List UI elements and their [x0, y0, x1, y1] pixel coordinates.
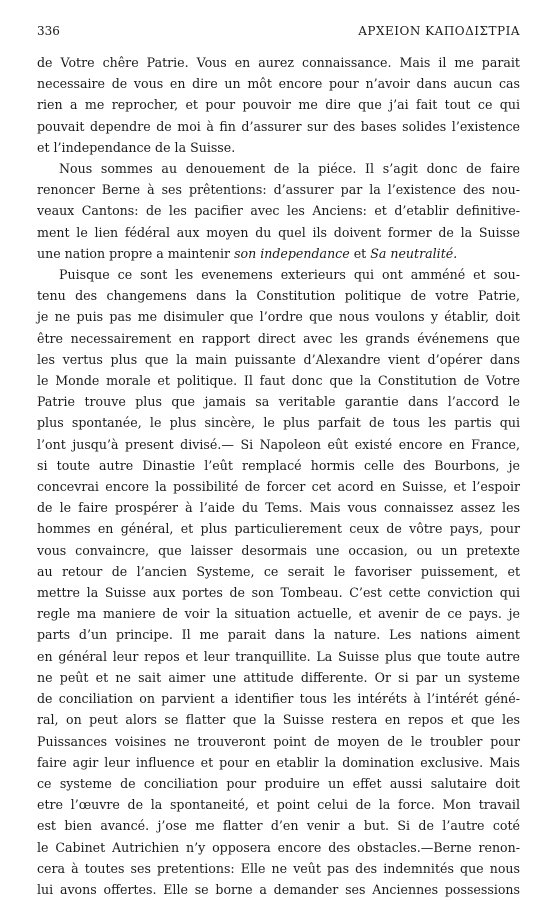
text-line: vous convaincre, que laisser desormais une occasion, ou un pretexte [37, 542, 520, 558]
text-line: Nous sommes au denouement de la piéce. Il s’agit donc de faire [59, 161, 520, 177]
text-line: ral, on peut alors se flatter que la Suisse restera en repos et que les [37, 712, 520, 728]
text-line: en général leur repos et leur tranquillite. La Suisse plus que toute autre [37, 648, 520, 664]
text-segment: une nation propre a maintenir [37, 245, 235, 261]
text-line: est bien avancé. j’ose me flatter d’en venir a but. Si de l’autre coté [37, 818, 520, 834]
text-line: cera à toutes ses pretentions: Elle ne veût pas des indemnités que nous [37, 860, 520, 876]
text-line: regle ma maniere de voir la situation actuelle, et avenir de ce pays. je [37, 606, 520, 622]
text-line: de Votre chêre Patrie. Vous en aurez connaissance. Mais il me parait [37, 55, 520, 70]
text-line: mettre la Suisse aux portes de son Tombeau. C’est cette conviction qui [37, 585, 520, 601]
text-line: concevrai encore la possibilité de forcer cet acord en Suisse, et l’espoir [37, 479, 520, 495]
text-line: veaux Cantons: de les pacifier avec les Anciens: et d’etablir definitive- [37, 203, 520, 219]
text-line: tenu des changemens dans la Constitution politique de votre Patrie, [37, 288, 520, 304]
text-line: Puissances voisines ne trouveront point de moyen de le troubler pour [37, 733, 520, 749]
text-line: le Monde morale et politique. Il faut donc que la Constitution de Votre [37, 373, 520, 389]
text-line: Puisque ce sont les evenemens exterieurs qui ont amméné et sou- [59, 267, 520, 283]
text-segment: et [349, 245, 371, 261]
text-line: renoncer Berne à ses prêtentions: d’assurer par la l’existence des nou- [37, 182, 520, 198]
text-line: faire agir leur influence et pour en etablir la domination exclusive. Mais [37, 754, 520, 770]
text-line: ce systeme de conciliation pour produire un effet aussi salutaire doit [37, 775, 520, 791]
text-line: lui avons offertes. Elle se borne a demander ses Anciennes possessions [37, 881, 520, 897]
running-title: ΑΡΧΕΙΟΝ ΚΑΠΟΔΙΣΤΡΙΑ [358, 24, 520, 38]
text-line: être necessairement en rapport direct avec les grands événemens que [37, 330, 520, 346]
text-line: si toute autre Dinastie l’eût remplacé hormis celle des Bourbons, je [37, 457, 520, 473]
italic-phrase: son independance [234, 245, 350, 261]
text-line: je ne puis pas me disimuler que l’ordre que nous voulons y établir, doit [37, 309, 520, 325]
text-line: parts d’un principe. Il me parait dans la nature. Les nations aiment [37, 627, 520, 643]
text-line: plus spontanée, le plus sincère, le plus parfait de tous les partis qui [37, 415, 520, 431]
text-line: et l’independance de la Suisse. [37, 139, 236, 155]
text-line: de le faire prospérer à l’aide du Tems. Mais vous connaissez assez les [37, 500, 520, 516]
text-line: hommes en général, et plus particulierement ceux de vôtre pays, pour [37, 521, 520, 537]
text-line: ment le lien fédéral aux moyen du quel ils doivent former de la Suisse [37, 224, 520, 240]
text-line: au retour de l’ancien Systeme, ce serait le favoriser puissement, et [37, 563, 520, 579]
text-line [37, 243, 520, 264]
text-line: rien a me reprocher, et pour pouvoir me dire que j’ai fait tout ce qui [37, 97, 520, 113]
text-line: ne peût et ne sait aimer une attitude differente. Or si par un systeme [37, 669, 520, 685]
text-line: necessaire de vous en dire un môt encore pour n’avoir dans aucun cas [37, 76, 520, 92]
running-head [37, 24, 520, 38]
italic-phrase: Sa neutralité. [370, 245, 458, 261]
page-number: 336 [37, 24, 60, 38]
body-text [37, 52, 520, 900]
text-line: Patrie trouve plus que jamais sa veritable garantie dans l’accord le [37, 394, 520, 410]
text-line: le Cabinet Autrichien n’y opposera encore des obstacles.—Berne renon- [37, 839, 520, 855]
text-line: l’ont jusqu’à present divisé.— Si Napoleon eût existé encore en France, [37, 436, 520, 452]
text-line: pouvait dependre de moi à fin d’assurer sur des bases solides l’existence [37, 118, 520, 134]
text-line: etre l’œuvre de la spontaneité, et point celui de la force. Mon travail [37, 797, 520, 813]
text-line: les vertus plus que la main puissante d’Alexandre vient d’opérer dans [37, 351, 520, 367]
text-line: de conciliation on parvient a identifier tous les intéréts à l’intérét géné- [37, 691, 520, 707]
